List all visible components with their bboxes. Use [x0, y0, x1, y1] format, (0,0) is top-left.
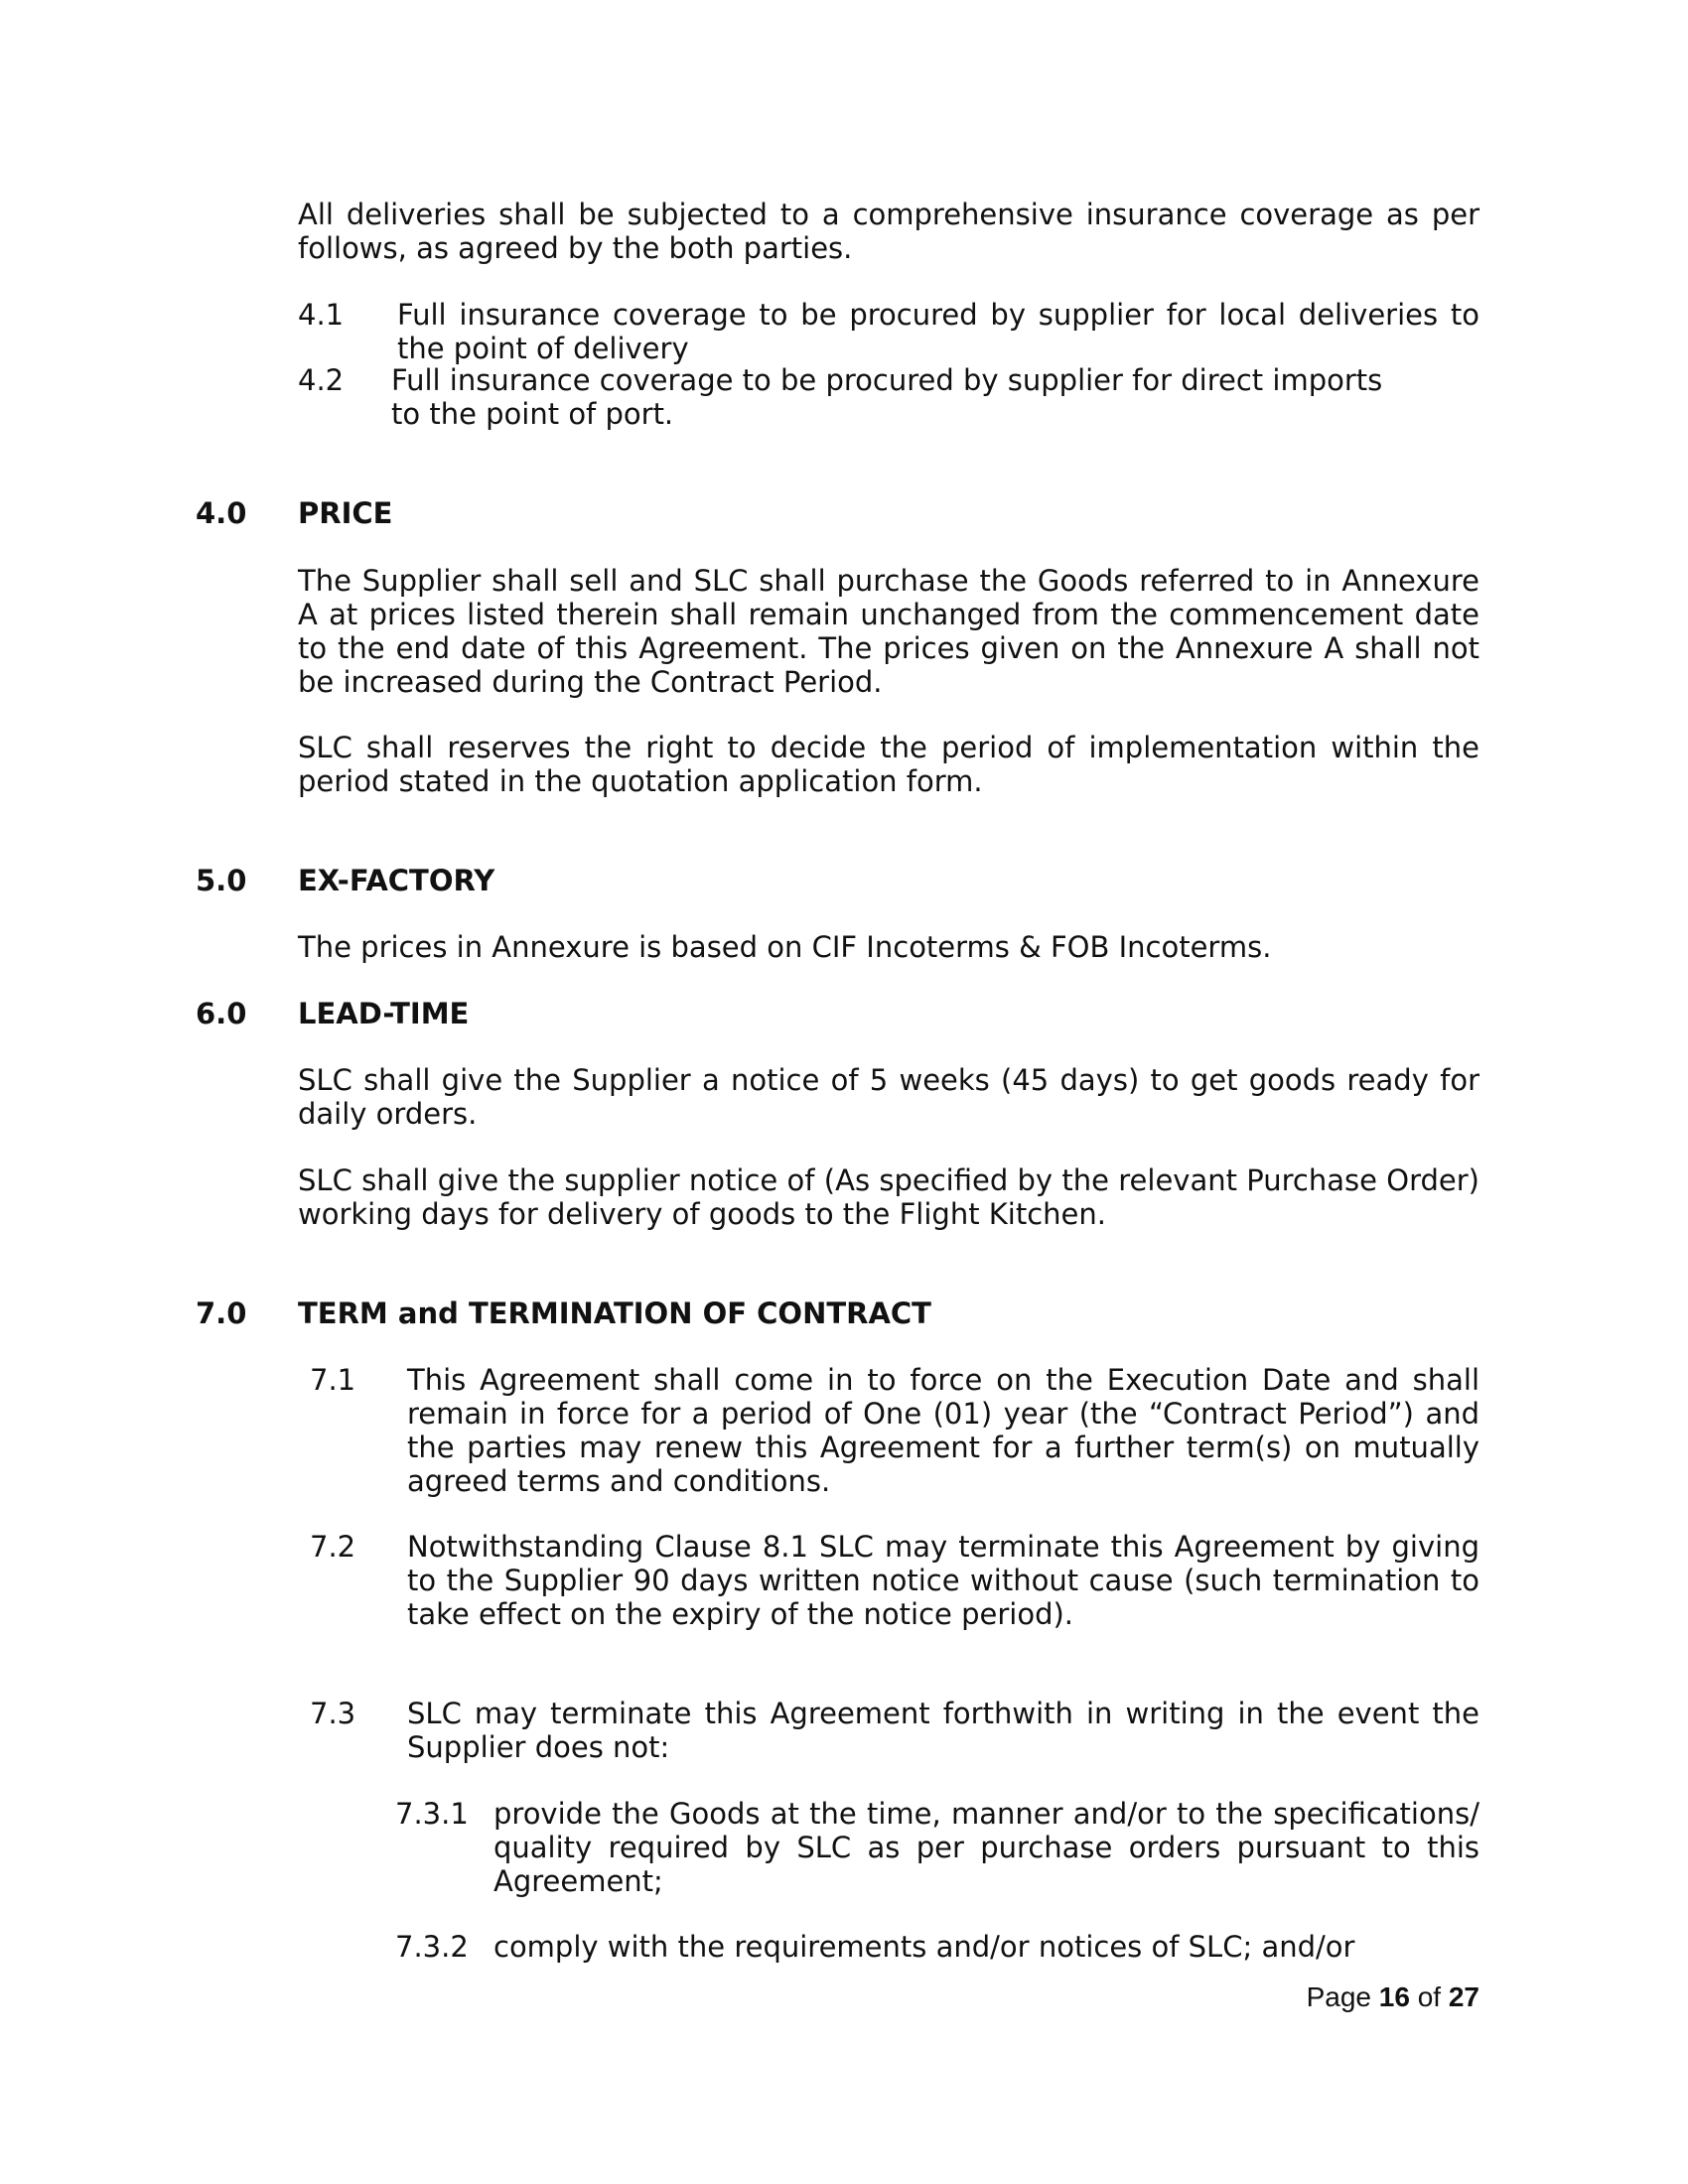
lead-time-paragraph: SLC shall give the supplier notice of (As specified by the relevant Purchase Order) working days for delivery of goods to the Flight Kitchen. — [298, 1163, 1479, 1231]
section-title: TERM and TERMINATION OF CONTRACT — [298, 1297, 931, 1330]
lead-time-paragraph: SLC shall give the Supplier a notice of 5 weeks (45 days) to get goods ready for daily orders. — [298, 1063, 1479, 1131]
list-item-number: 4.1 — [298, 298, 345, 332]
clause-text: SLC may terminate this Agreement forthwith in writing in the event the Supplier does not: — [407, 1697, 1479, 1764]
page-current: 16 — [1378, 1981, 1410, 2012]
page-label: Page — [1306, 1981, 1371, 2012]
insurance-paragraph: All deliveries shall be subjected to a comprehensive insurance coverage as per follows, as agreed by the both parties. — [298, 198, 1479, 265]
section-number: 7.0 — [196, 1297, 247, 1330]
subclause-text: comply with the requirements and/or notices of SLC; and/or — [493, 1930, 1355, 1964]
section-number: 4.0 — [196, 496, 247, 530]
price-paragraph: The Supplier shall sell and SLC shall purchase the Goods referred to in Annexure A at prices listed therein shall remain unchanged from the commencement date to the end date of this Agreement. The prices given on the Annexure A shall not be increased during the Contract Period. — [298, 564, 1479, 699]
list-item-text: Full insurance coverage to be procured by supplier for local deliveries to the point of delivery — [397, 298, 1479, 365]
clause-number: 7.2 — [310, 1530, 356, 1564]
list-item-number: 4.2 — [298, 363, 345, 397]
subclause-text: provide the Goods at the time, manner and/or to the specifications/ quality required by SLC as per purchase orders pursuant to this Agreement; — [493, 1797, 1479, 1898]
clause-text: This Agreement shall come in to force on the Execution Date and shall remain in force for a period of One (01) year (the “Contract Period”) and the parties may renew this Agreement for a further term(s) on mutually agreed terms and conditions. — [407, 1363, 1479, 1498]
clause-number: 7.1 — [310, 1363, 356, 1397]
section-title: PRICE — [298, 496, 393, 530]
section-title: LEAD-TIME — [298, 997, 470, 1030]
list-item-text: Full insurance coverage to be procured by supplier for direct imports to the point of port. — [391, 363, 1383, 431]
section-title: EX-FACTORY — [298, 864, 495, 897]
clause-number: 7.3 — [310, 1697, 356, 1730]
subclause-number: 7.3.1 — [395, 1797, 469, 1831]
page-total: 27 — [1448, 1981, 1479, 2012]
section-number: 6.0 — [196, 997, 247, 1030]
clause-text: Notwithstanding Clause 8.1 SLC may terminate this Agreement by giving to the Supplier 90 days written notice without cause (such termination to take effect on the expiry of the notice period). — [407, 1530, 1479, 1631]
subclause-number: 7.3.2 — [395, 1930, 469, 1964]
price-paragraph: SLC shall reserves the right to decide the period of implementation within the period stated in the quotation application form. — [298, 731, 1479, 798]
ex-factory-paragraph: The prices in Annexure is based on CIF Incoterms & FOB Incoterms. — [298, 930, 1272, 964]
of-label: of — [1417, 1981, 1442, 2012]
section-number: 5.0 — [196, 864, 247, 897]
page-number-footer — [1296, 1980, 1479, 2014]
